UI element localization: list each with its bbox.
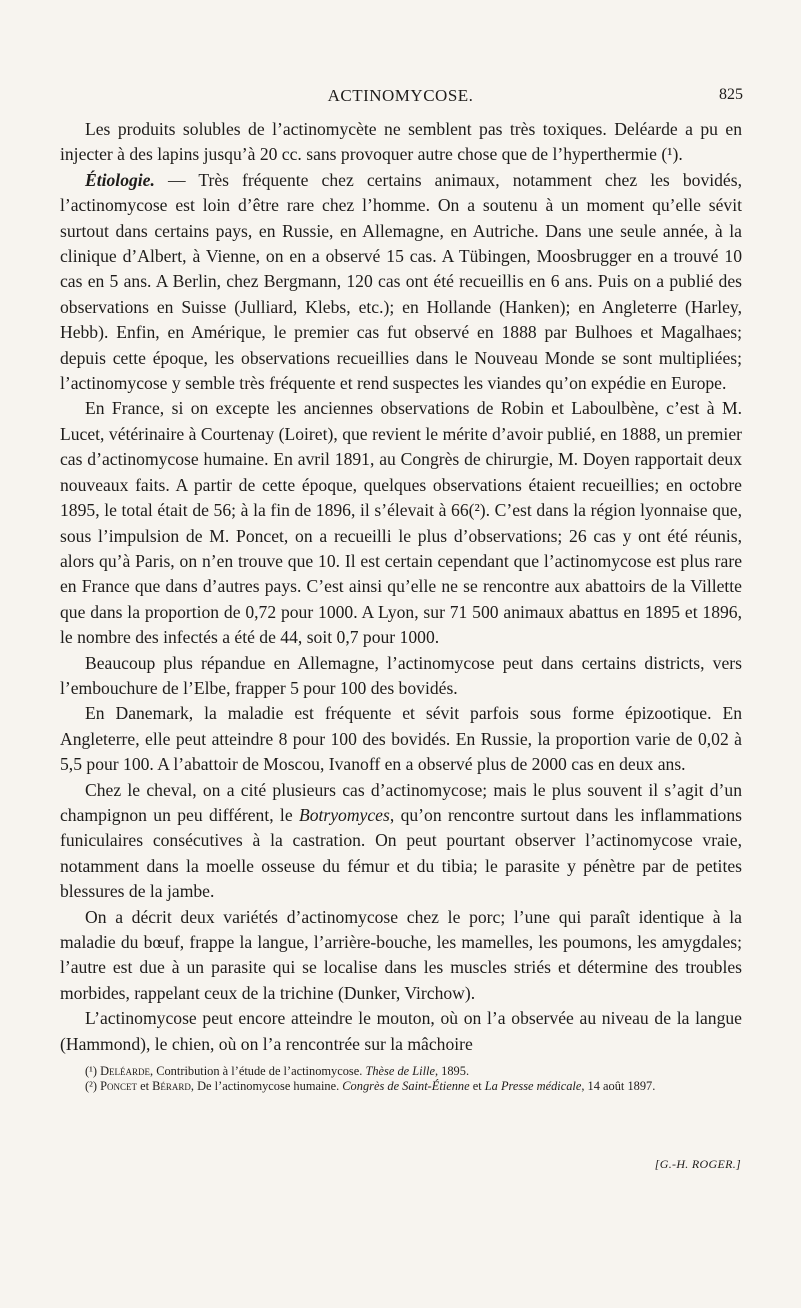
paragraph-cheval: Chez le cheval, on a cité plusieurs cas d’actinomycose; mais le plus souvent il s’agit d’un champignon un peu différent, le Botryomyces, qu’on rencontre surtout dans les inflammations funiculaires consécutives à la castration. On peut pourtant observer l’actinomycose vraie, notamment dans la moelle osseuse du fémur et du tibia; le parasite y pénètre par de petites blessures de la jambe. — [60, 779, 742, 902]
paragraph-france: En France, si on excepte les anciennes observations de Robin et Laboulbène, c’est à M. Lucet, vétérinaire à Courtenay (Loiret), que revient le mérite d’avoir publié, en 1888, un premier cas d’actinomycose humaine. En avril 1891, au Congrès de chirurgie, M. Doyen rapportait deux nouveaux faits. A partir de cette époque, quelques observations étaient recueillies; en octobre 1895, le total était de 56; à la fin de 1896, il s’élevait à 66(²). C’est dans la région lyonnaise que, sous l’impulsion de M. Poncet, on a recueilli le plus d’observations; 26 cas y ont été réunis, alors qu’à Paris, on n’en trouve que 10. Il est certain cependant que l’actinomycose est plus rare en France que dans d’autres pays. C’est ainsi qu’elle ne se rencontre aux abattoirs de la Villette que dans la proportion de 0,72 pour 1000. A Lyon, sur 71 500 animaux abattus en 1895 et 1896, le nombre des infectés a été de 44, soit 0,7 pour 1000. — [60, 398, 743, 648]
section-heading: Étiologie. — [85, 169, 155, 190]
paragraph-mouton: L’actinomycose peut encore atteindre le mouton, où on l’a observée au niveau de la langue (Hammond), le chien, où on l’a rencontrée sur la mâchoire — [60, 1008, 742, 1054]
paragraph-danemark: En Danemark, la maladie est fréquente et sévit parfois sous forme épizootique. En Angleterre, elle peut atteindre 8 pour 100 des bovidés. En Russie, la proportion varie de 0,02 à 5,5 pour 100. A l’abattoir de Moscou, Ivanoff en a observé plus de 2000 cas en deux ans. — [60, 703, 742, 775]
footnote-ref-2: (²) — [468, 500, 486, 521]
paragraph-1: Les produits solubles de l’actinomycète ne semblent pas très toxiques. Deléarde a pu en injecter à des lapins jusqu’à 20 cc. sans provoquer autre chose que de l’hyperthermie (¹). — [60, 119, 742, 165]
footnote-2: (²) Poncet et Bérard, De l’actinomycose humaine. Congrès de Saint-Étienne et La Presse médicale, 14 août 1897. — [85, 1079, 656, 1094]
body-text — [60, 117, 742, 1095]
footnote-ref-1: (¹) — [661, 144, 679, 165]
paragraph-etiologie: Étiologie. — Très fréquente chez certains animaux, notamment chez les bovidés, l’actinomycose est loin d’être rare chez l’homme. On a soutenu à un moment qu’elle sévit surtout dans certains pays, en Russie, en Allemagne, en Autriche. Dans une seule année, à la clinique d’Albert, à Vienne, on en a observé 15 cas. A Tübingen, Moosbrugger en a trouvé 10 cas en 5 ans. A Berlin, chez Bergmann, 120 cas ont été recueillis en 6 ans. Puis on a publié des observations en Suisse (Julliard, Klebs, etc.); en Hollande (Hanken); en Angleterre (Harley, Hebb). Enfin, en Amérique, le premier cas fut observé en 1888 par Bulhoes et Magalhaes; depuis cette époque, les observations recueillies dans le Nouveau Monde se sont multipliées; l’actinomycose y semble très fréquente et rend suspectes les viandes qu’on expédie en Europe. — [60, 169, 742, 394]
paragraph-allemagne: Beaucoup plus répandue en Allemagne, l’actinomycose peut dans certains districts, vers l’embouchure de l’Elbe, frapper 5 pour 100 des bovidés. — [60, 652, 742, 698]
footnotes — [60, 1064, 742, 1095]
page-number: 825 — [719, 86, 743, 103]
running-title: ACTINOMYCOSE. — [327, 86, 474, 105]
author-signature: [G.-H. ROGER.] — [654, 1157, 741, 1171]
paragraph-porc: On a décrit deux variétés d’actinomycose chez le porc; l’une qui paraît identique à la maladie du bœuf, frappe la langue, l’arrière-bouche, les mamelles, les poumons, les amygdales; l’autre est due à un parasite qui se localise dans les muscles striés et détermine des troubles morbides, rappelant ceux de la trichine (Dunker, Virchow). — [60, 906, 742, 1003]
footnote-1: (¹) Deléarde, Contribution à l’étude de l’actinomycose. Thèse de Lille, 1895. — [85, 1064, 470, 1079]
italic-term: Botryomyces — [298, 804, 390, 825]
page-header — [0, 86, 801, 110]
